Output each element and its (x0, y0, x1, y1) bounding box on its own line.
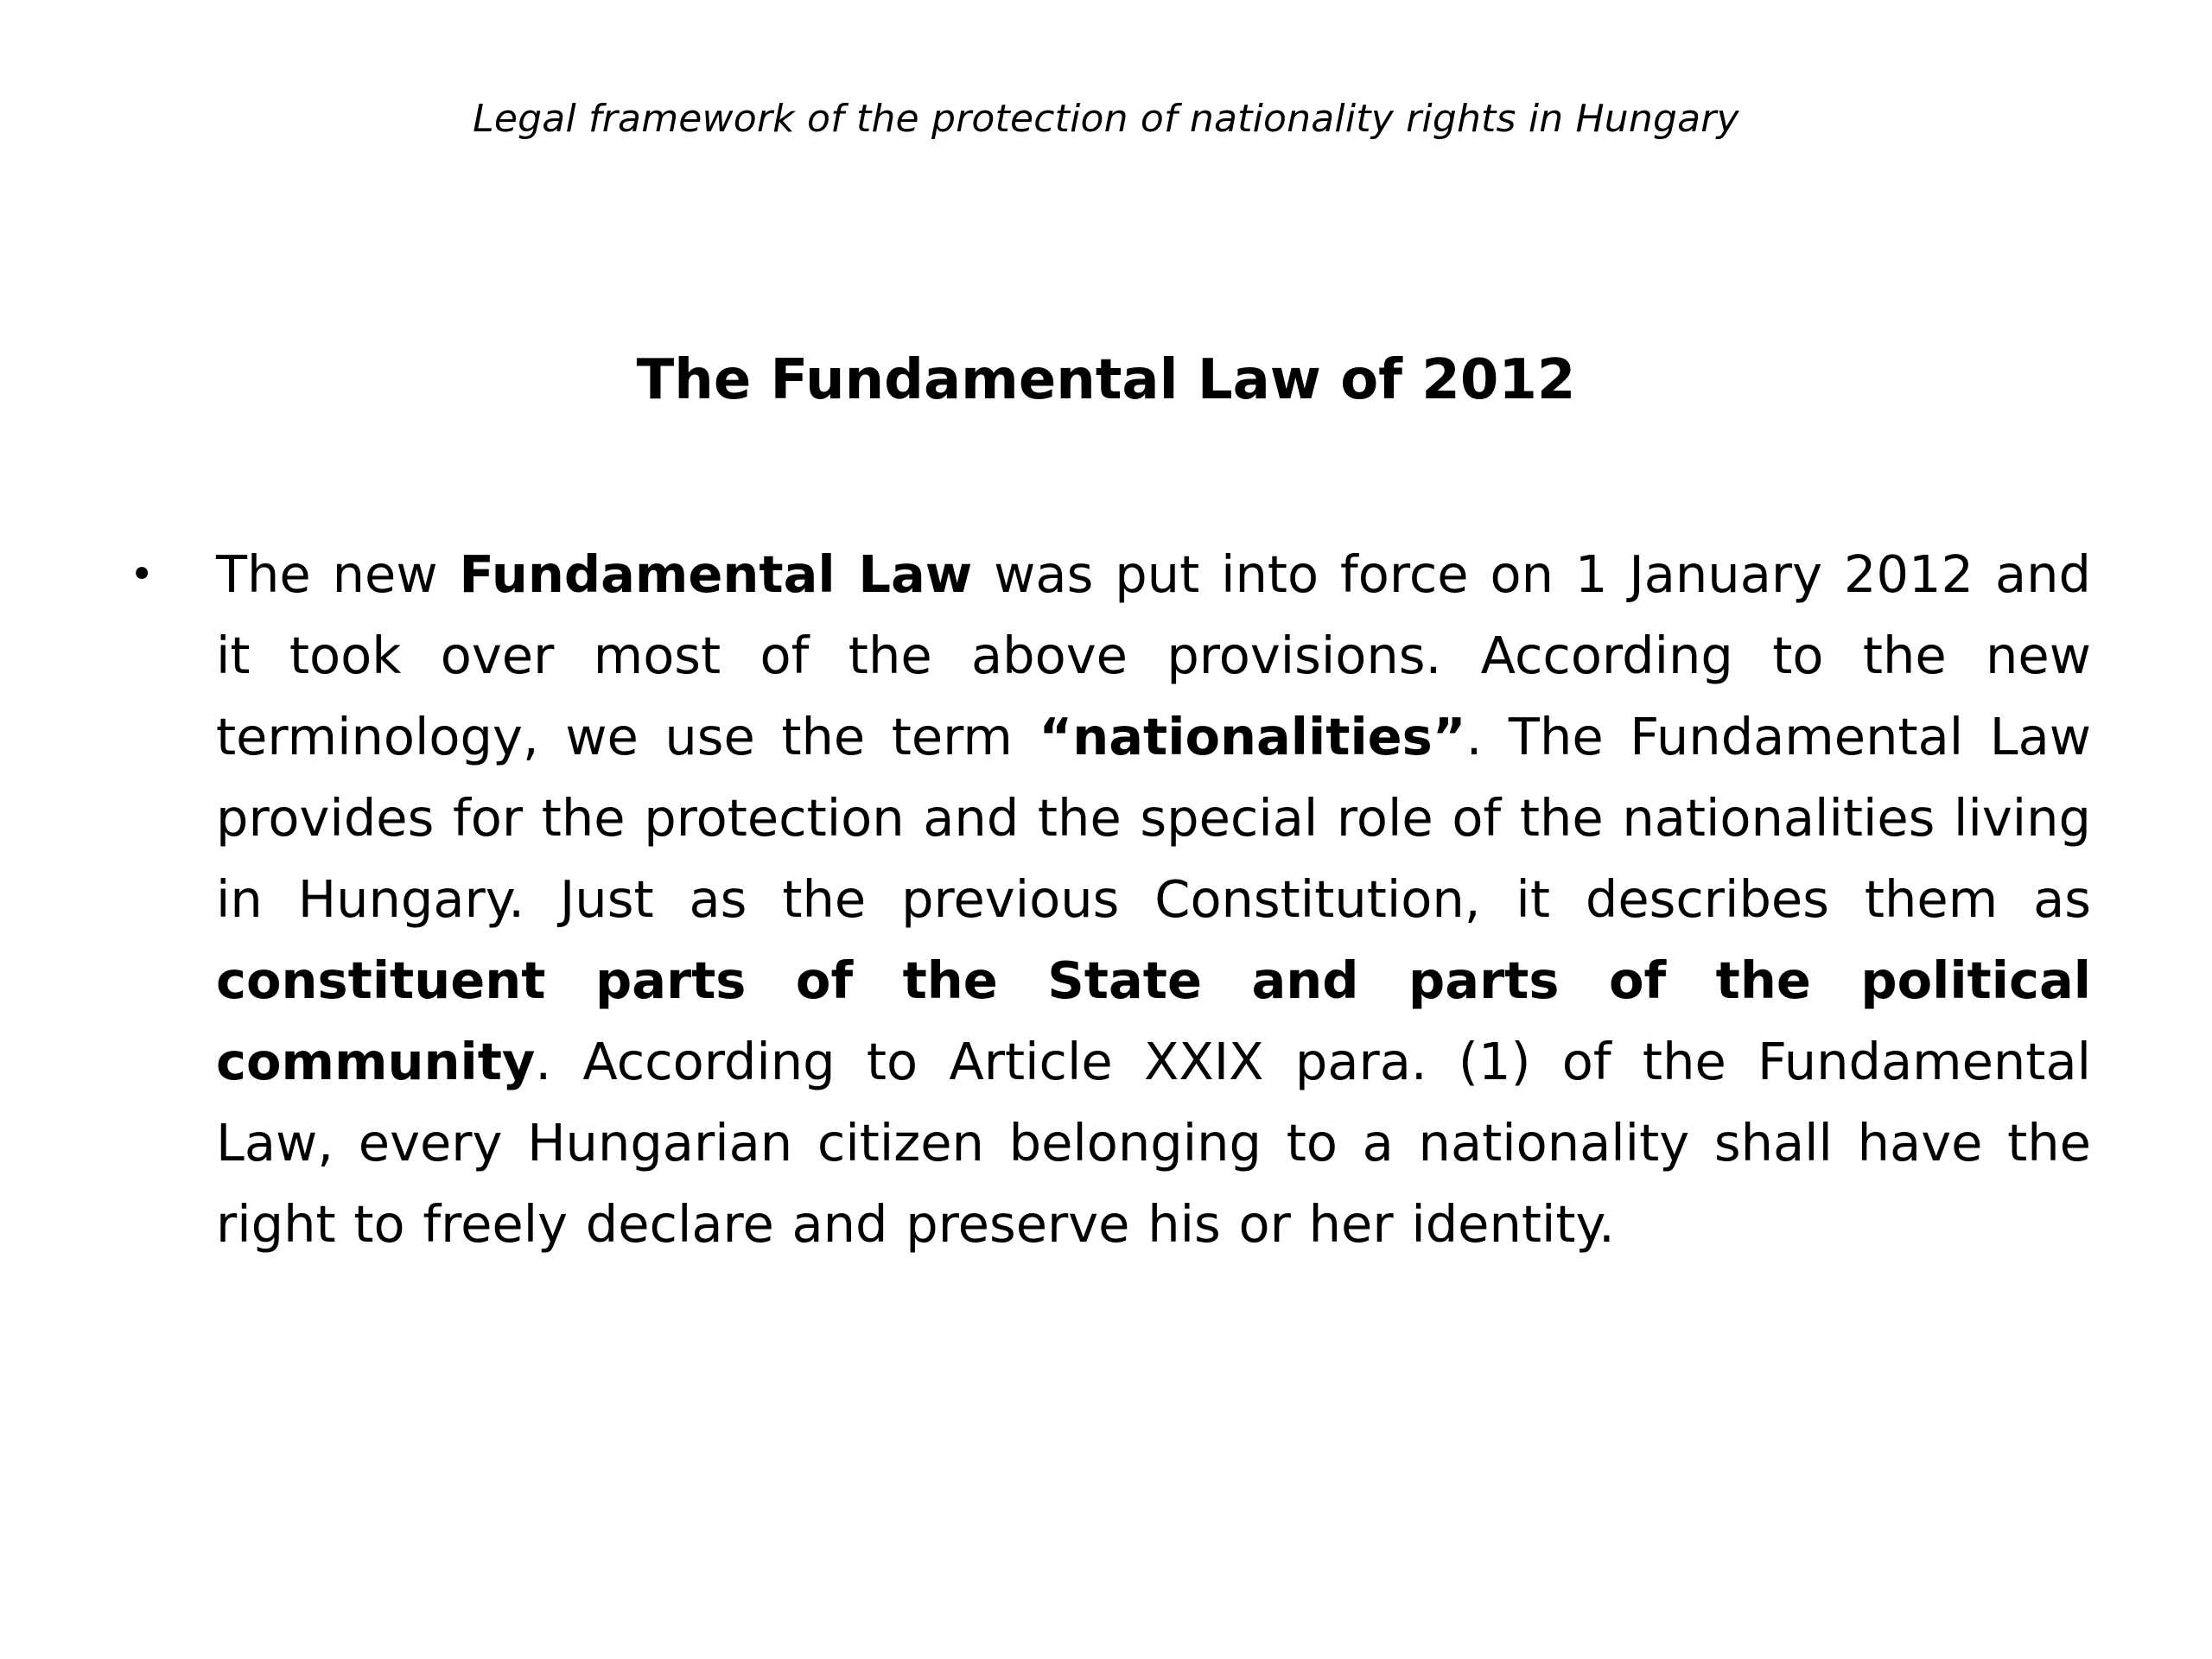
slide-body (130, 534, 2091, 1265)
paragraph-text-2: was put into force on 1 January 2012 and it took over most of the above provisions. According to the new terminology, we use the term (216, 544, 2091, 766)
bullet-paragraph (216, 534, 2091, 1265)
bullet-item (130, 534, 2091, 1265)
bullet-icon: • (130, 550, 155, 599)
slide-title: The Fundamental Law of 2012 (636, 348, 1576, 412)
paragraph-text-1: The new (216, 544, 460, 604)
slide-header-subtitle: Legal framework of the protection of nationality rights in Hungary (473, 97, 1739, 141)
paragraph-bold-constituent-parts: constituent parts of the State and parts of the political community (216, 950, 2091, 1091)
paragraph-text-3: . The Fundamental Law provides for the protection and the special role of the nationalities living in Hungary. Just as the previous Constitution, it describes them as (216, 707, 2092, 929)
paragraph-bold-nationalities: “nationalities” (1039, 707, 1466, 766)
paragraph-text-4: . According to Article XXIX para. (1) of the Fundamental Law, every Hungarian citizen belonging to a nationality shall have the right to freely declare and preserve his or her identity. (216, 1032, 2091, 1254)
paragraph-bold-fundamental-law: Fundamental Law (459, 544, 973, 604)
